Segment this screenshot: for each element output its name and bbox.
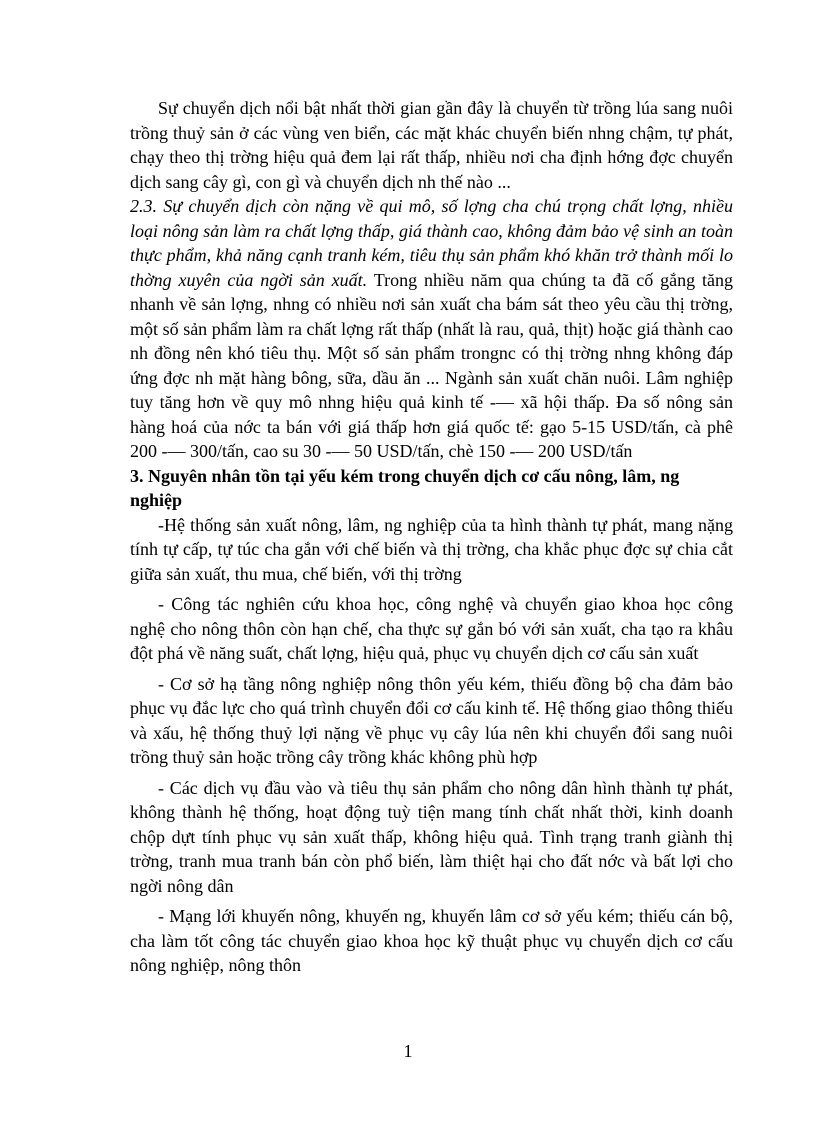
paragraph-production-system: -Hệ thống sản xuất nông, lâm, ng nghiệp của ta hình thành tự phát, mang nặng tính tự cấp, tự túc cha gắn với chế biến và thị trờng, cha khắc phục đợc sự chia cắt giữa sản xuất, thu mua, chế biến, với thị trờng [130,514,733,584]
paragraph-transition-summary: Sự chuyển dịch nổi bật nhất thời gian gần đây là chuyển từ trồng lúa sang nuôi trồng thuỷ sản ở các vùng ven biển, các mặt khác chuyển biến nhng chậm, tự phát, chạy theo thị trờng hiệu quả đem lại rất thấp, nhiều nơi cha định hớng đợc chuyển dịch sang cây gì, con gì và chuyển dịch nh thế nào ... [130,98,733,192]
section-2-3-body-text: Trong nhiều năm qua chúng ta đã cố gắng tăng nhanh về sản lợng, nhng có nhiều nơi sản xuất cha bám sát theo yêu cầu thị trờng, một số sản phẩm làm ra chất lợng rất thấp (nhất là rau, quả, thịt) hoặc giá thành cao nh đồng nên khó tiêu thụ. Một số sản phẩm trongnc có thị trờng nhng không đáp ứng đợc nh mặt hàng bông, sữa, dầu ăn ... Ngành sản xuất chăn nuôi. Lâm nghiệp tuy tăng hơn về quy mô nhng hiệu quả kinh tế -— xã hội thấp. Đa số nông sản hàng hoá của nớc ta bán với giá thấp hơn giá quốc tế: gạo 5-15 USD/tấn, cà phê 200 -— 300/tấn, cao su 30 -— 50 USD/tấn, chè 150 -— 200 USD/tấn [130,269,733,461]
paragraph-input-services: - Các dịch vụ đầu vào và tiêu thụ sản phẩm cho nông dân hình thành tự phát, không thành hệ thống, hoạt động tuỳ tiện mang tính chất nhất thời, kinh doanh chộp dựt tính phục vụ sản xuất thấp, không hiệu quả. Tình trạng tranh giành thị trờng, tranh mua tranh bán còn phổ biến, làm thiệt hại cho đất nớc và bất lợi cho ngời nông dân [130,777,733,896]
document-body [130,96,733,978]
section-3-heading: 3. Nguyên nhân tồn tại yếu kém trong chuyển dịch cơ cấu nông, lâm, ng nghiệp [130,465,680,510]
paragraph-section-2-3 [130,194,733,464]
page-number: 1 [403,1041,413,1061]
paragraph-extension-network: - Mạng lới khuyến nông, khuyến ng, khuyến lâm cơ sở yếu kém; thiếu cán bộ, cha làm tốt công tác chuyển giao khoa học kỹ thuật phục vụ chuyển dịch cơ cấu nông nghiệp, nông thôn [130,906,733,975]
paragraph-research-technology: - Công tác nghiên cứu khoa học, công nghệ và chuyển giao khoa học công nghệ cho nông thôn còn hạn chế, cha thực sự gắn bó với sản xuất, cha tạo ra khâu đột phá về năng suất, chất lợng, hiệu quả, phục vụ chuyển dịch cơ cấu sản xuất [130,594,733,663]
paragraph-infrastructure: - Cơ sở hạ tầng nông nghiệp nông thôn yếu kém, thiếu đồng bộ cha đảm bảo phục vụ đắc lực cho quá trình chuyển đổi cơ cấu kinh tế. Hệ thống giao thông thiếu và xấu, hệ thống thuỷ lợi nặng về phục vụ cây lúa nên khi chuyển đổi sang nuôi trồng thuỷ sản hoặc trồng cây trồng khác không phù hợp [130,673,733,767]
section-2-3-italic-lead: 2.3. Sự chuyển dịch còn nặng về qui mô, số lợng cha chú trọng chất lợng, nhiều loại nông sản làm ra chất lợng thấp, giá thành cao, không đảm bảo vệ sinh an toàn thực phẩm, khả năng cạnh tranh kém, tiêu thụ sản phẩm khó khăn trở thành mối lo thờng xuyên của ngời sản xuất. [130,196,733,290]
